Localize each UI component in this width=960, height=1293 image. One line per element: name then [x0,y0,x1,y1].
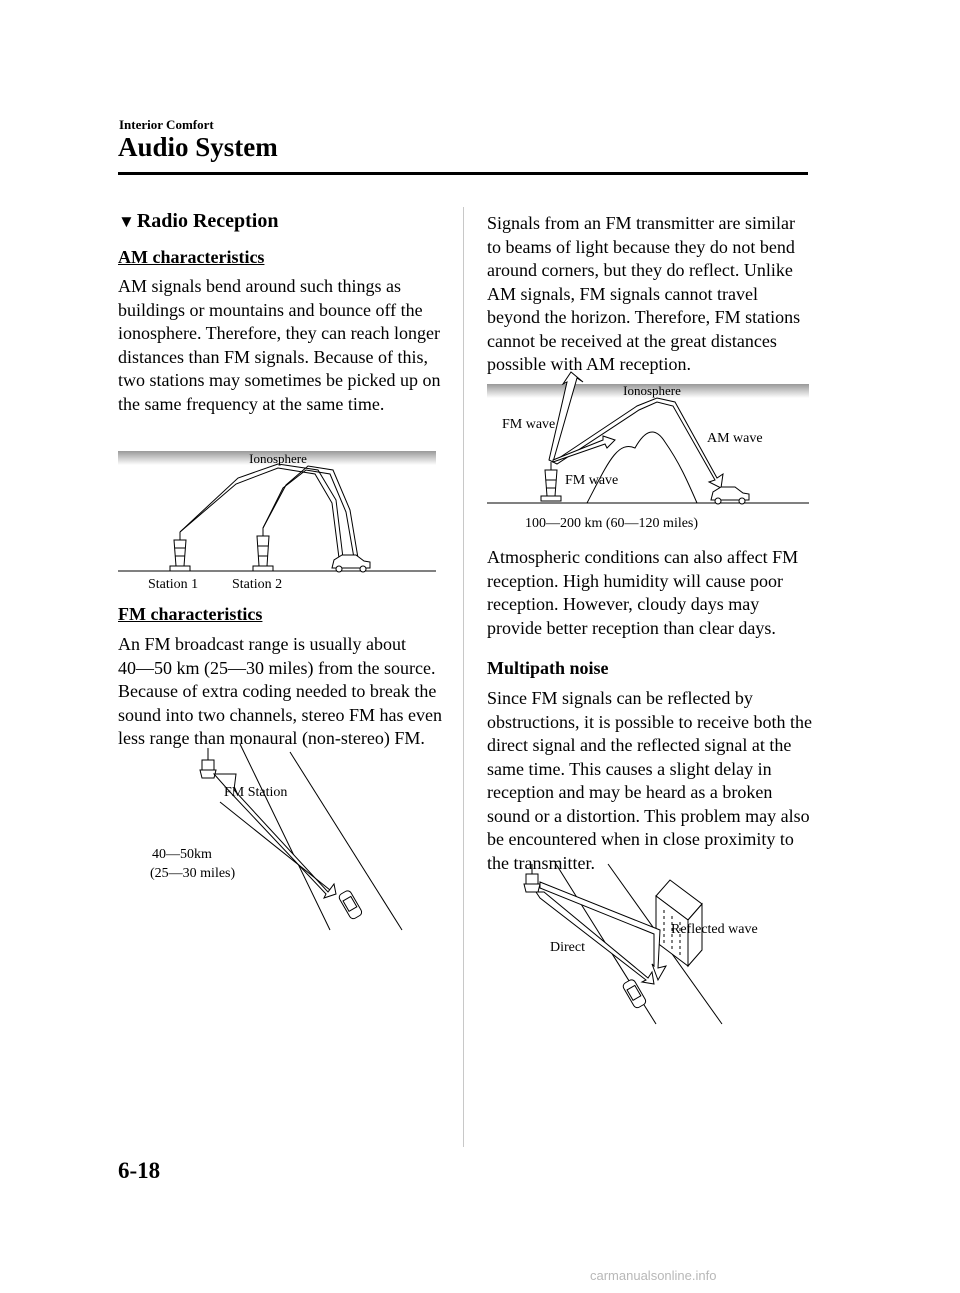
station-1-label: Station 1 [148,577,199,592]
am-propagation-figure [118,440,443,595]
section-label: Interior Comfort [119,117,214,132]
station-1-tower-icon [170,532,190,571]
fm-light-paragraph: Signals from an FM transmitter are similar to beams of light because they do not bend around corners, but they do reflect. Unlike AM signals, FM signals cannot travel beyond the horizon. Therefore, FM stations cannot be received at the great distances possible with AM reception. [487,213,801,374]
triangle-icon: ▼ [118,212,135,231]
fm-paragraph: An FM broadcast range is usually about 40―50 km (25―30 miles) from the source. Because of extra coding needed to break the sound into two channels, stereo FM has even less range than monaural (non-stereo) FM. [118,634,442,748]
am-fm-wave-figure [487,370,812,535]
am-wave-2b [263,470,354,558]
column-divider [463,207,464,1147]
fm-heading: FM characteristics [118,604,263,624]
reflected-wave-arrow [540,882,666,980]
multipath-heading: Multipath noise [487,658,609,678]
multipath-figure [500,860,790,1030]
am-wave-2 [263,466,358,558]
transmitter-antenna-icon [524,864,540,892]
reflected-wave-label: Reflected wave [671,922,758,937]
radio-reception-heading-text: Radio Reception [136,210,279,232]
header-rule [118,172,808,175]
direct-wave-label: Direct [550,940,585,955]
distance-label: 100―200 km (60―120 miles) [525,516,699,531]
range-miles-label: (25―30 miles) [150,866,236,881]
fm-wave-blocked-arrow [553,436,615,462]
ionosphere-label-waves: Ionosphere [623,383,681,398]
atmospheric-paragraph: Atmospheric conditions can also affect FM reception. High humidity will cause poor reception. However, cloudy days may provide better reception than clear days. [487,547,799,638]
multipath-paragraph: Since FM signals can be reflected by obstructions, it is possible to receive both the direct signal and the reflected signal at the same time. This causes a slight delay in reception and may be heard as a broken sound or a distortion. This problem may also be encountered when in close proximity to the transmitter. [487,688,812,873]
range-km-label: 40―50km [152,847,212,862]
fm-wave-label-2: FM wave [565,473,619,488]
radio-reception-heading [118,210,279,233]
am-wave-1b [180,468,339,558]
am-heading: AM characteristics [118,247,265,267]
fm-station-label: FM Station [224,785,288,800]
watermark[interactable]: carmanualsonline.info [590,1268,717,1283]
car-icon [622,978,647,1009]
fm-wave-label-1: FM wave [502,417,556,432]
page-title: Audio System [118,132,278,162]
station-2-tower-icon [253,528,273,571]
station-2-label: Station 2 [232,577,283,592]
car-icon [338,889,363,920]
am-paragraph: AM signals bend around such things as buildings or mountains and bounce off the ionosphere. Therefore, they can reach longer distances than FM signals. Because of this, two stations may sometimes be picked up on the same frequency at the same time. [118,276,441,414]
road-edge-left [240,744,330,930]
car-icon [711,487,749,504]
fm-range-figure [140,740,420,940]
car-icon [332,555,370,572]
ionosphere-label-am: Ionosphere [249,451,307,466]
am-wave-label: AM wave [707,431,763,446]
page-number: 6-18 [118,1158,161,1183]
tower-icon [541,462,561,501]
